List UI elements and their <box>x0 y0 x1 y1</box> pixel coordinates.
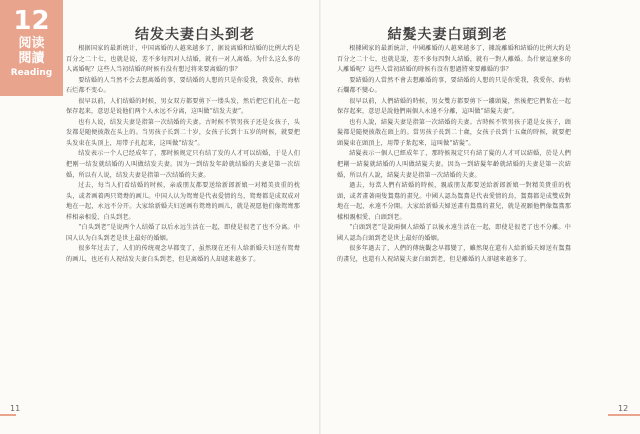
left-paragraph: 根据国家的最新统计，中国离婚的人越来越多了，据说离婚和结婚的比例大约是百分之二十七，也就是说，差不多每四对人结婚，就有一对人离婚。为什么这么多的人离婚呢？这些人当初结婚的时候有没有想过将来要离婚的事？ <box>66 45 300 74</box>
left-paragraph: 结发表示一个人已经成年了，那时候规定只有结了发的人才可以结婚，于是人们把刚一结发就结婚的人叫做结发夫妻。因为一到结发年龄就结婚的夫妻是第一次结婚，所以有人说，结发夫妻是指第一次结婚的夫妻。 <box>66 150 300 179</box>
right-paragraph: 也有人說，結髮夫妻是指第一次結婚的夫妻。古時候不管男孩子還是女孩子，頭髮都是隨便披散在頭上的。當男孩子長到二十歲，女孩子長到十五歲的時候，就要把頭髮束在頭頂上，用帶子紮起來，這叫做“結髮”。 <box>337 118 571 147</box>
left-page-body <box>66 44 300 374</box>
left-page-title: 结发夫妻白头到老 <box>135 27 255 43</box>
right-paragraph: 很早以前，人們結婚的時候，男女雙方都要剪下一縷頭髮，然後把它們紮在一起保存起來，意思是說他們兩個人永遠不分離，這叫做“結髮夫妻”。 <box>337 97 571 116</box>
left-page-number: 11 <box>10 404 21 413</box>
right-footer-accent <box>608 414 640 416</box>
page-gutter <box>319 0 321 434</box>
left-paragraph: 很早以前，人们结婚的时候，男女双方都要剪下一缕头发，然后把它们扎在一起保存起来，意思是说他们两个人永远不分离，这叫做“结发夫妻”。 <box>66 97 300 116</box>
right-paragraph: “白頭到老”是說兩個人結婚了以後永遠生活在一起，即使是很老了也不分離。中國人認為白頭到老是世上最好的婚姻。 <box>337 224 571 242</box>
badge-label-simplified: 阅读 <box>18 36 45 51</box>
right-page-number: 12 <box>618 404 629 413</box>
right-page-body <box>337 44 571 374</box>
left-paragraph: 也有人说，结发夫妻是指第一次结婚的夫妻。古时候不管男孩子还是女孩子，头发都是随便披散在头上的。当男孩子长到二十岁，女孩子长到十五岁的时候，就要把头发束在头顶上，用带子扎起来，这叫做“结发”。 <box>66 118 300 147</box>
left-paragraph: 很多年过去了，人们的传统观念早都变了，虽然现在还有人给新婚夫妇送有鸳鸯的画儿，也还有人祝结发夫妻白头到老，但是离婚的人却越来越多了。 <box>66 245 300 263</box>
left-paragraph: 过去，每当人们看结婚的时候，亲戚朋友都要送给新郎新娘一对精美贵重的枕头，或者画着两只鸳鸯的画儿。中国人认为鸳鸯是代表爱情的鸟，鸳鸯都是成双成对地在一起，永远不分开。大家给新婚夫妇送画有鸳鸯的画儿，就是祝愿他们像鸳鸯那样相亲相爱、白头到老。 <box>66 182 300 221</box>
badge-label-traditional: 閱讀 <box>18 51 45 66</box>
lesson-badge <box>0 0 63 96</box>
left-paragraph: “白头到老”是说两个人结婚了以后永远生活在一起，即使是很老了也不分离。中国人认为白头到老是世上最好的婚姻。 <box>66 224 300 242</box>
right-paragraph: 要結婚的人當然不會去想離婚的事，要結婚的人想的只是你愛我，我愛你，海枯石爛都不變心。 <box>337 76 571 95</box>
right-paragraph: 很多年過去了，人們的傳統觀念早都變了，雖然現在還有人給新婚夫婦送有鴛鴦的畫兒，也還有人祝結髮夫妻白頭到老，但是離婚的人卻越來越多了。 <box>337 245 571 263</box>
badge-label-english: Reading <box>10 68 53 78</box>
left-footer-accent <box>0 414 16 416</box>
left-paragraph: 要结婚的人当然不会去想离婚的事，要结婚的人想的只是你爱我，我爱你，海枯石烂都不变心。 <box>66 76 300 95</box>
right-paragraph: 過去，每當人們有結婚的時候，親戚朋友都要送給新郎新娘一對精美貴重的枕頭，或者畫著兩隻鴛鴦的畫兒。中國人認為鴛鴦是代表愛情的鳥，鴛鴦都是成雙成對地在一起，永遠不分開。大家給新婚夫婦送畫有鴛鴦的畫兒，就是祝願他們像鴛鴦那樣相親相愛、白頭到老。 <box>337 182 571 221</box>
lesson-number: 12 <box>13 6 50 36</box>
right-page-title: 結髮夫妻白頭到老 <box>387 27 508 43</box>
right-paragraph: 根據國家的最新統計，中國離婚的人越來越多了，據說離婚和結婚的比例大約是百分之二十七，也就是說，差不多每四對人結婚，就有一對人離婚。為什麼這麼多的人離婚呢？這些人當初結婚的時候有沒有想過將來要離婚的事？ <box>337 45 571 74</box>
right-paragraph: 結髮表示一個人已經成年了，那時候規定只有結了髮的人才可以結婚，於是人們把剛一結髮就結婚的人叫做結髮夫妻。因為一到結髮年齡就結婚的夫妻是第一次結婚，所以有人說，結髮夫妻是指第一次結婚的夫妻。 <box>337 150 571 179</box>
